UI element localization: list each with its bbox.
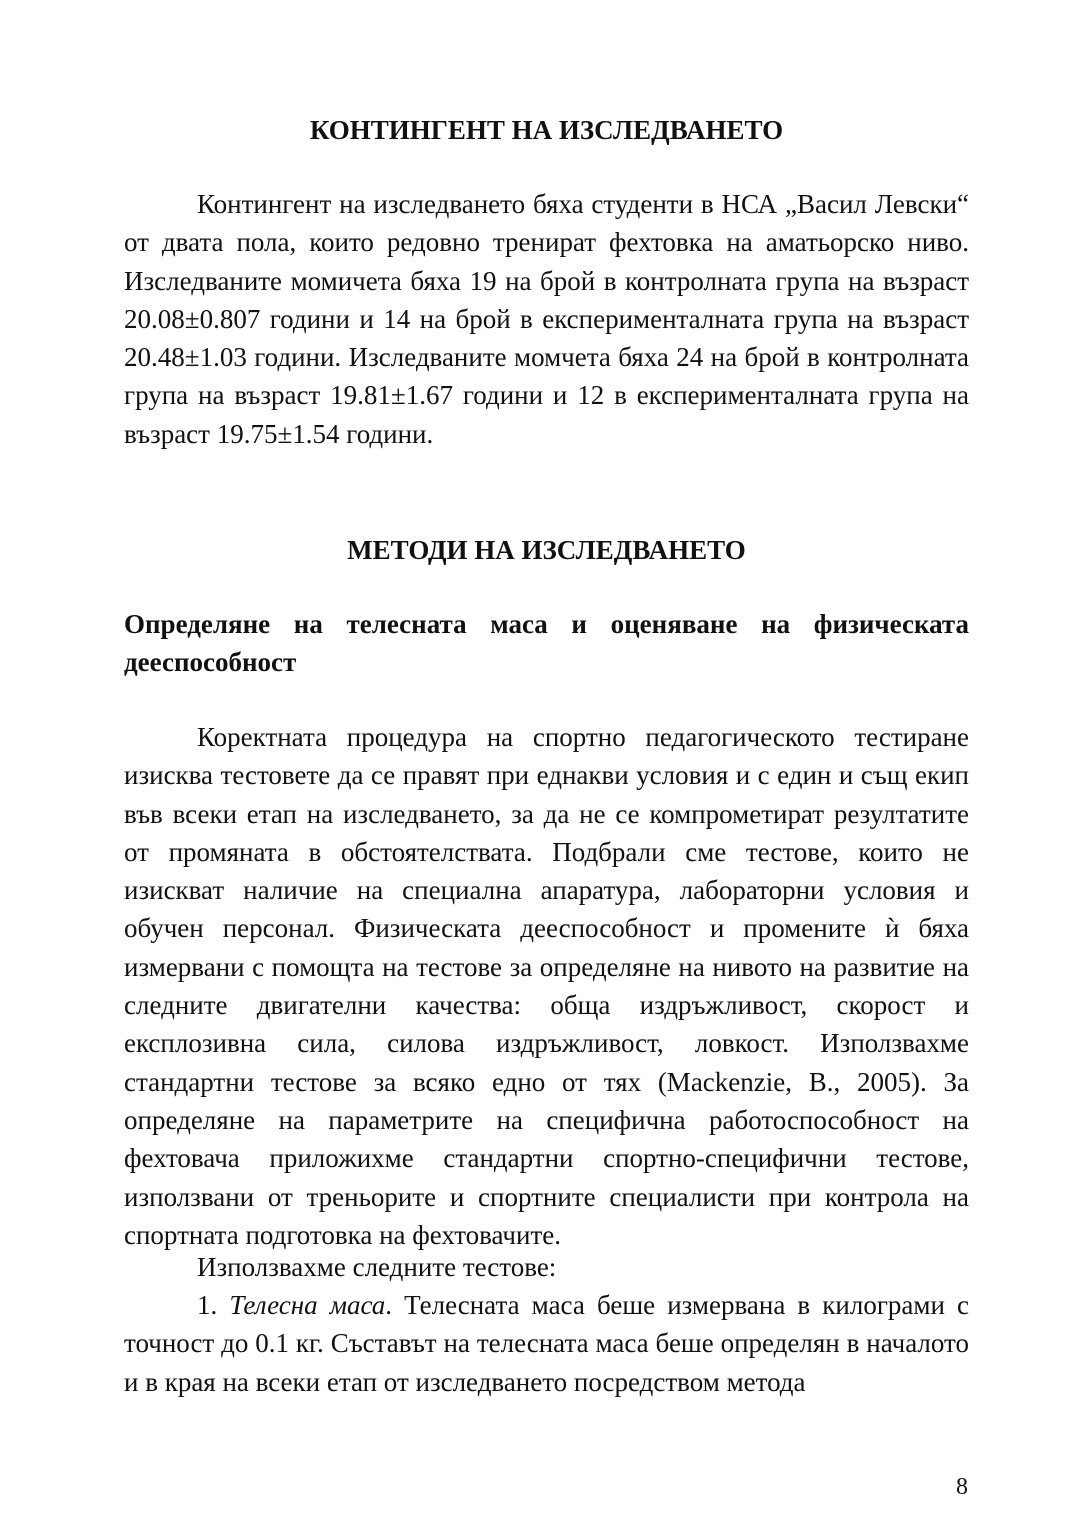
tests-intro: Използвахме следните тестове: — [197, 1252, 557, 1282]
list-item-text: . Телесната маса беше измервана в килограми с точност до 0.1 кг. Съставът на телесната маса беше определян в началото и в края на всеки етап от изследването посредством метода — [124, 1290, 969, 1397]
list-item — [124, 1286, 969, 1401]
list-item-number: 1. — [197, 1290, 218, 1320]
list-item-term: Телесна маса — [229, 1290, 386, 1320]
section-title-contingent: КОНТИНГЕНТ НА ИЗСЛЕДВАНЕТО — [309, 115, 784, 145]
methods-subtitle: Определяне на телесната маса и оценяване на физическата дееспособност — [124, 609, 969, 677]
contingent-paragraph: Контингент на изследването бяха студенти в НСА „Васил Левски“ от двата пола, които редовно тренират фехтовка на аматьорско ниво. Изследваните момичета бяха 19 на брой в контролната група на възраст 20.08±0.807 години и 14 на брой в експерименталната група на възраст 20.48±1.03 години. Изследваните момчета бяха 24 на брой в контролната група на възраст 19.81±1.67 години и 12 в експерименталната група на възраст 19.75±1.54 години. — [124, 189, 969, 449]
methods-paragraph: Коректната процедура на спортно педагогическото тестиране изисква тестовете да се правят при еднакви условия и с един и същ екип във всеки етап на изследването, за да не се компрометират резултатите от промяната в обстоятелствата. Подбрали сме тестове, които не изискват наличие на специална апаратура, лабораторни условия и обучен персонал. Физическата дееспособност и промените ѝ бяха измервани с помощта на тестове за определяне на нивото на развитие на следните двигателни качества: обща издръжливост, скорост и експлозивна сила, силова издръжливост, ловкост. Използвахме стандартни тестове за всяко едно от тях (Mackenzie, B., 2005). За определяне на параметрите на специфична работоспособност на фехтовача приложихме стандартни спортно-специфични тестове, използвани от треньорите и спортните специалисти при контрола на спортната подготовка на фехтовачите. — [124, 722, 969, 1250]
section-title-methods: МЕТОДИ НА ИЗСЛЕДВАНЕТО — [347, 535, 746, 565]
page-number: 8 — [956, 1474, 968, 1500]
